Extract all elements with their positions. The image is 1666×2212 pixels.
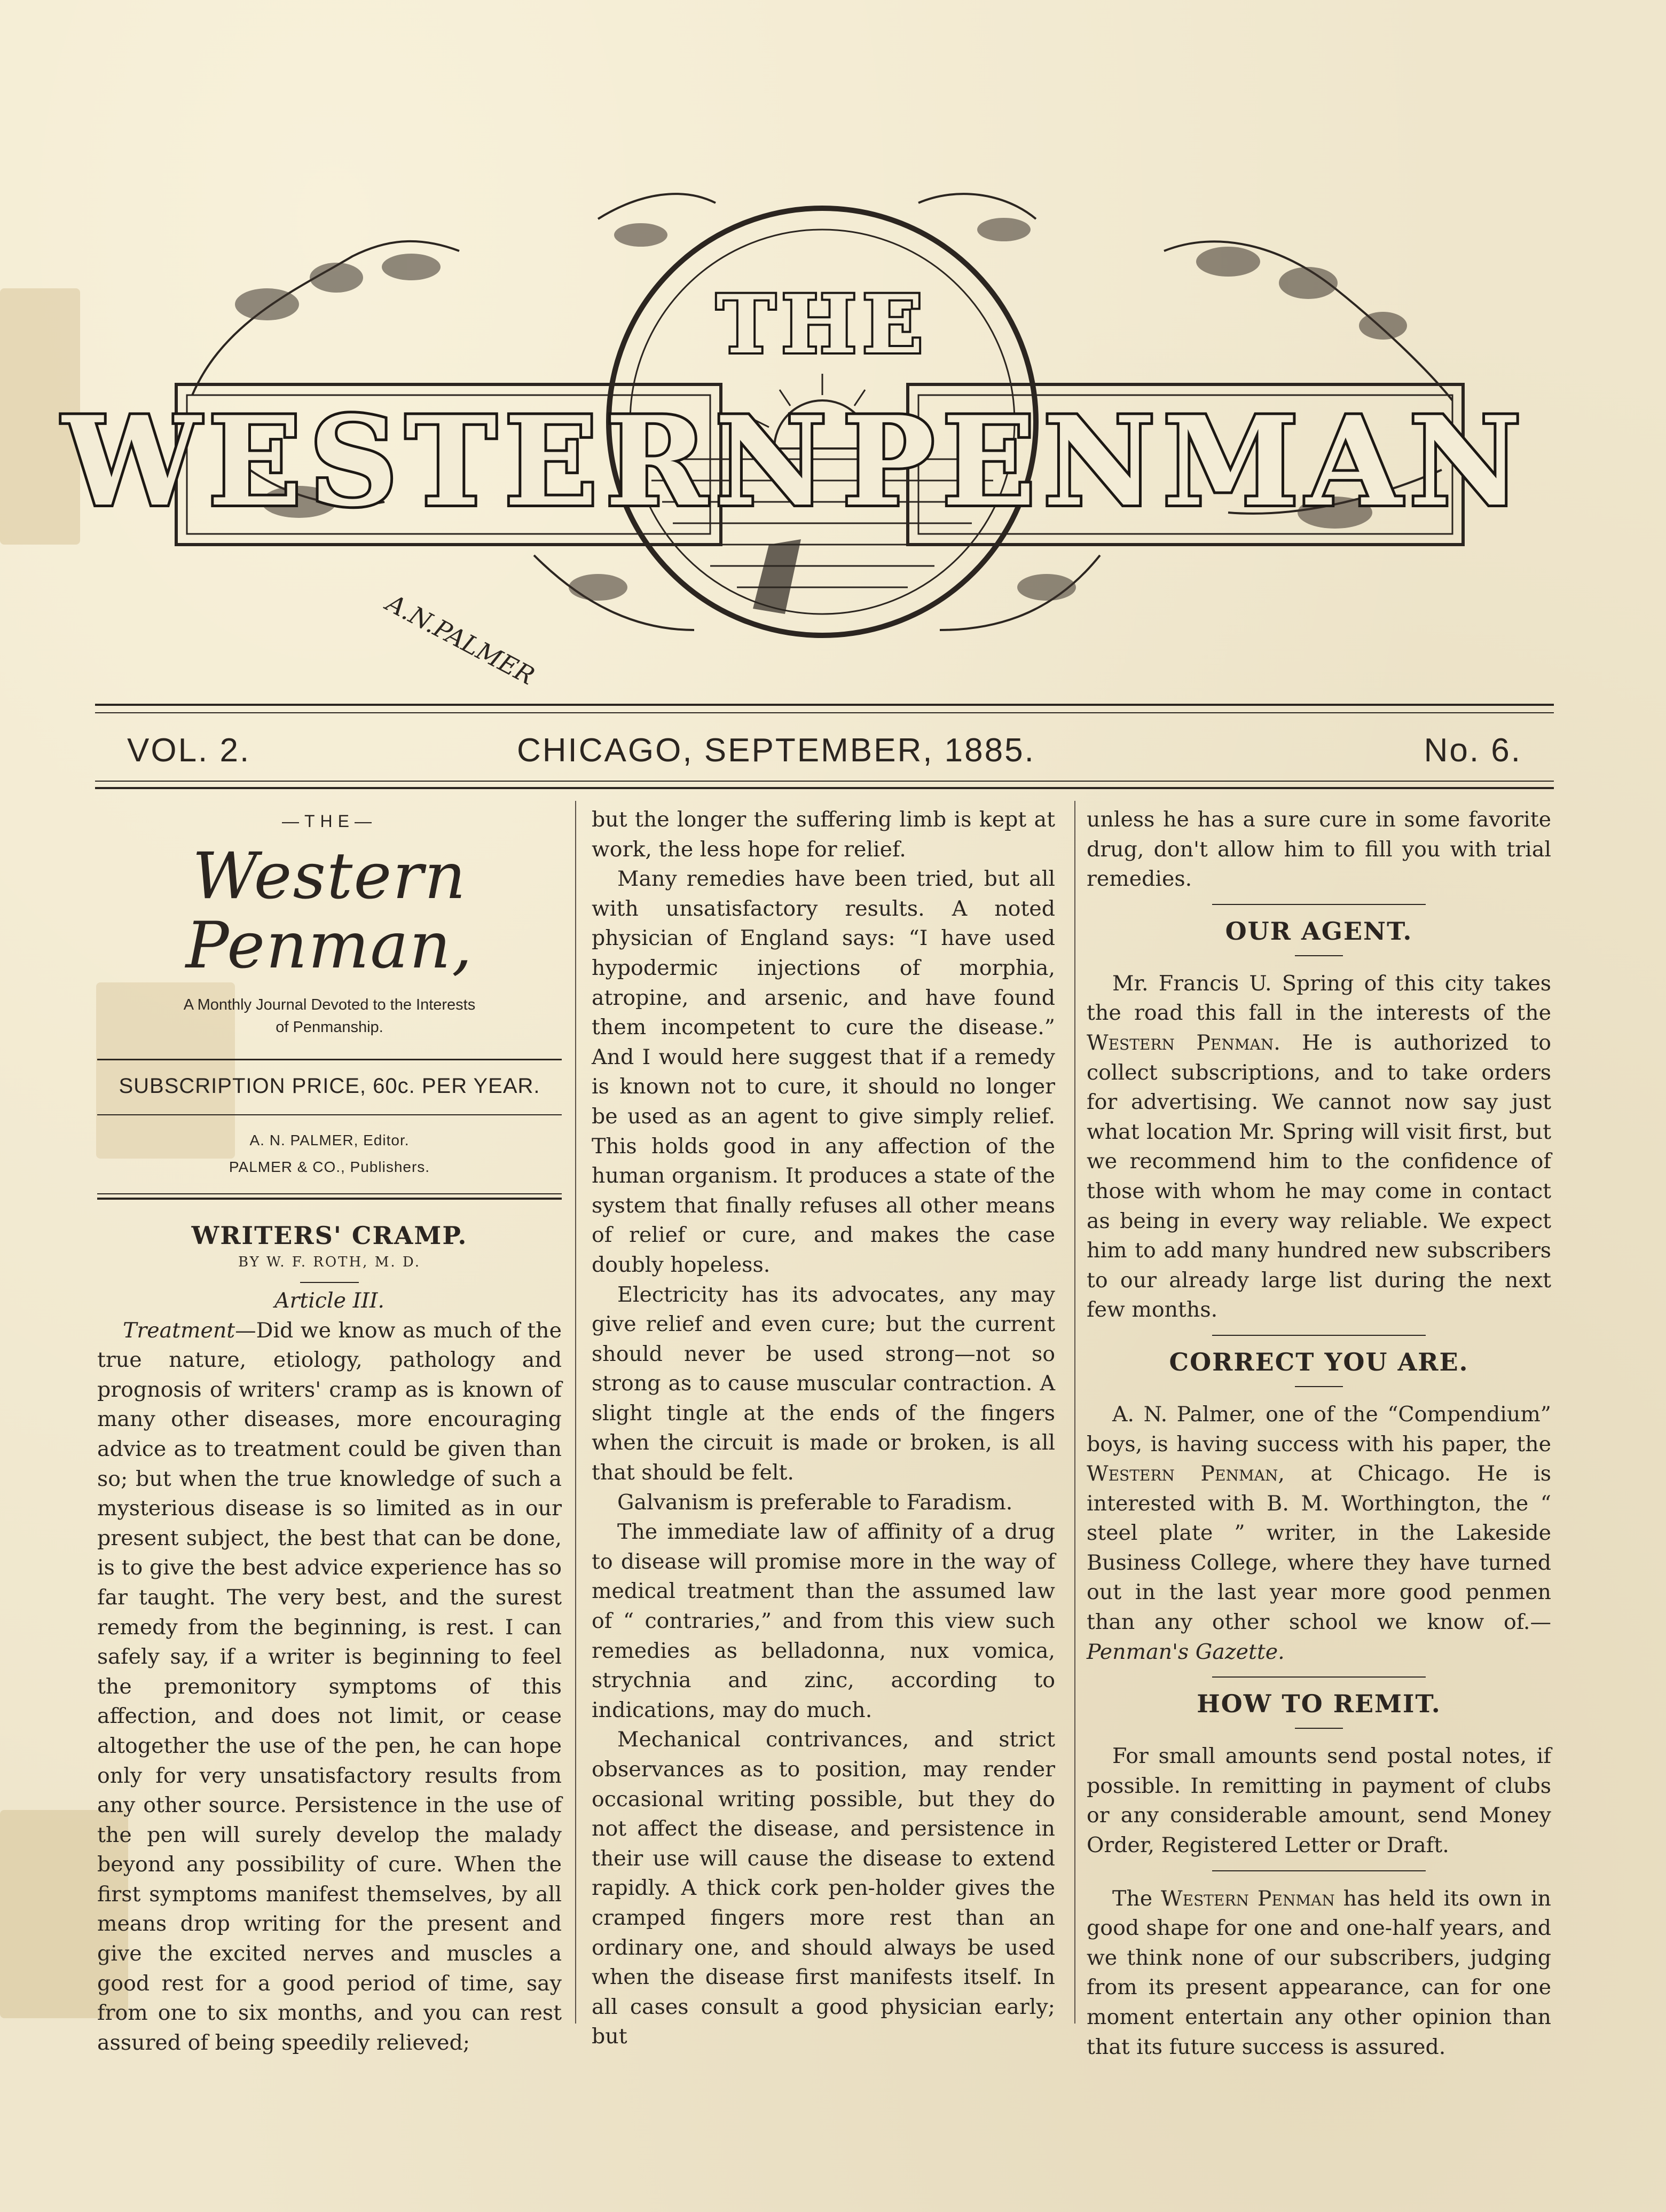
- volume-number: VOL. 2.: [127, 732, 251, 769]
- masthead-engraving: [62, 171, 1529, 691]
- article-paragraph: [1087, 969, 1551, 1325]
- rule: [95, 781, 1554, 782]
- dateline: [95, 722, 1554, 781]
- rule: [95, 712, 1554, 713]
- rule: [1295, 1386, 1343, 1387]
- left-banner: [61, 384, 835, 545]
- article-title-how-to-remit: HOW TO REMIT.: [1197, 1689, 1441, 1719]
- right-banner: [842, 384, 1529, 545]
- rule: [95, 704, 1554, 706]
- article-paragraph: but the longer the suffering limb is kept at work, the less hope for relief.: [592, 807, 1055, 862]
- rule: [1212, 1335, 1426, 1336]
- article-paragraph: The immediate law of affinity of a drug to disease will promise more in the way of medical treatment than the assumed law of “ contraries,” and from this view such remedies as belladonna, nux vomica, strychnia and zinc, according to indications, may do much.: [592, 1520, 1055, 1722]
- article-paragraph: Galvanism is preferable to Faradism.: [617, 1490, 1013, 1515]
- journal-description-1: A Monthly Journal Devoted to the Interests: [183, 996, 476, 1013]
- article-paragraph: Electricity has its advocates, any may give relief and even cure; but the current should never be used strong—not so strong as to cause muscular contraction. A slight tingle at the ends of the fingers when the circuit is made or broken, is all that should be felt.: [592, 1282, 1055, 1485]
- article-paragraph: Many remedies have been tried, but all with unsatisfactory results. A noted physician of England says: “I have used hypodermic injections of morphia, atropine, and arsenic, and have found them incompetent to cure the disease.” And I would here suggest that if a remedy is known not to cure, it should no longer be used as an agent to give simply relief. This holds good in any affection of the human organism. It produces a state of the system that finally refuses all other means of relief or cure, and makes the case doubly hopeless.: [592, 867, 1055, 1277]
- rule: [1212, 1870, 1426, 1871]
- rule: [1295, 1728, 1343, 1729]
- publisher-line: PALMER & CO., Publishers.: [229, 1159, 430, 1175]
- article-paragraph: [97, 1316, 562, 2058]
- paragraph-text: has held its own in good shape for one and one-half years, and we think none of our subscribers, judging from its present appearance, can for one moment entertain any other opinion than that its future success is assured.: [1087, 1886, 1552, 2059]
- rule: [97, 1114, 562, 1115]
- column-divider: [1074, 801, 1075, 2024]
- article-paragraph: [1087, 1400, 1551, 1667]
- source-citation: Penman's Gazette.: [1087, 1639, 1285, 1664]
- column-2: [592, 801, 1055, 2052]
- paragraph-lead: Treatment: [123, 1318, 235, 1343]
- rule: [300, 1282, 359, 1283]
- rule: [97, 1193, 562, 1194]
- rule: [95, 787, 1554, 789]
- subscription-price: SUBSCRIPTION PRICE, 60c. PER YEAR.: [119, 1074, 540, 1098]
- column-1: [97, 801, 562, 2058]
- paper-name: Western Penman: [1087, 1030, 1274, 1055]
- article-title-our-agent: OUR AGENT.: [1225, 916, 1413, 946]
- journal-description-2: of Penmanship.: [276, 1019, 383, 1036]
- rule: [97, 1059, 562, 1060]
- rule: [97, 1198, 562, 1200]
- paragraph-text: . He is authorized to collect subscriptions, and to take orders for advertising. We cannot now say just what location Mr. Spring will visit first, but we recommend him to the confidence of those with whom he may come in contact as being in every way reliable. We expect him to add many hundred new subscribers to our already large list during the next few months.: [1087, 1030, 1551, 1323]
- rule: [1212, 904, 1426, 905]
- paragraph-text: Mr. Francis U. Spring of this city takes the road this fall in the interests of the: [1087, 971, 1551, 1026]
- article-paragraph: unless he has a sure cure in some favorite drug, don't allow him to fill you with trial remedies.: [1087, 807, 1551, 892]
- article-title-writers-cramp: WRITERS' CRAMP.: [191, 1221, 468, 1250]
- masthead-word-penman: PENMAN: [842, 390, 1529, 534]
- paper-name: Western Penman: [1161, 1886, 1335, 1911]
- article-paragraph: Mechanical contrivances, and strict observances as to position, may render occasional writing possible, but they do not affect the disease, and persistence in their use will cause the disease to extend rapidly. A thick cork pen-holder gives the cramped fingers more rest than an ordinary one, and should always be used when the disease first manifests itself. In all cases consult a good physician early; but: [592, 1727, 1055, 2049]
- place-and-date: CHICAGO, SEPTEMBER, 1885.: [517, 732, 1035, 769]
- journal-script-title: Western Penman,: [185, 839, 474, 983]
- paragraph-text: , at Chicago. He is interested with B. M. Worthington, the “ steel plate ” writer, in the Lakeside Business College, where they have turned out in the last year more good penmen than any other school we know of.—: [1087, 1461, 1551, 1635]
- editor-line: A. N. PALMER, Editor.: [249, 1132, 410, 1148]
- paragraph-text: —Did we know as much of the true nature, etiology, pathology and prognosis of writers' cramp as is known of many other diseases, more encouraging advice as to treatment could be given than so; but when the true knowledge of such a mysterious disease is so limited as in our present subject, the best that can be done, is to give the best advice experience has so far taught. The very best, and the surest remedy from the beginning, is rest. I can safely say, if a writer is beginning to feel the premonitory symptoms of this affection, and does not limit, or cease altogether the use of the pen, he can hope only for very unsatisfactory results from any other source. Persistence in the use of the pen will surely develop the malady beyond any possibility of cure. When the first symptoms manifest themselves, by all means drop writing for the present and give the excited nerves and muscles a good rest for a good period of time, say from one to six months, and you can rest assured of being speedily relieved;: [97, 1318, 562, 2055]
- paragraph-text: A. N. Palmer, one of the “Compendium” boys, is having success with his paper, the: [1087, 1402, 1551, 1457]
- rule: [1295, 955, 1343, 956]
- article-title-correct-you-are: CORRECT YOU ARE.: [1169, 1347, 1469, 1376]
- masthead-the: THE: [716, 278, 929, 372]
- article-byline: BY W. F. ROTH, M. D.: [238, 1254, 421, 1270]
- column-divider: [575, 801, 576, 2024]
- closing-note: [1087, 1884, 1551, 2063]
- rule: [1212, 1676, 1426, 1678]
- article-subtitle: Article III.: [274, 1288, 384, 1313]
- artist-signature: A.N.PALMER: [381, 588, 540, 691]
- paper-name: Western Penman: [1087, 1461, 1278, 1486]
- column-3: [1087, 801, 1551, 2062]
- masthead-word-western: WESTERN: [62, 390, 835, 534]
- issue-number: No. 6.: [1424, 732, 1522, 769]
- article-paragraph: For small amounts send postal notes, if possible. In remitting in payment of clubs or any considerable amount, send Money Order, Registered Letter or Draft.: [1087, 1744, 1551, 1858]
- journal-info-box: [97, 812, 562, 1200]
- paragraph-text: The: [1112, 1886, 1161, 1911]
- journal-the: —THE—: [282, 812, 377, 831]
